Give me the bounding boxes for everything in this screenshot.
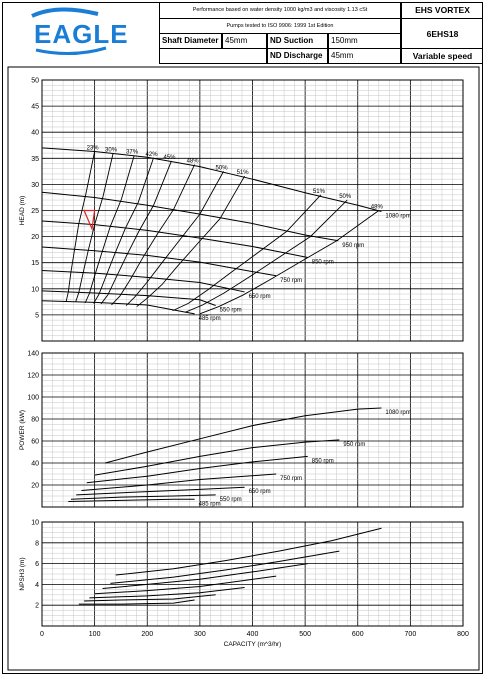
series-label: 550 rpm bbox=[219, 496, 242, 503]
y-axis-label: NPSH3 (m) bbox=[19, 557, 26, 591]
y-axis-label: POWER (kW) bbox=[19, 409, 26, 451]
efficiency-label: 51% bbox=[312, 188, 325, 195]
series-curve bbox=[87, 456, 308, 482]
series-label: 1080 rpm bbox=[385, 213, 411, 220]
y-tick-label: 4 bbox=[35, 581, 39, 589]
series-label: 750 rpm bbox=[280, 277, 303, 284]
y-tick-label: 25 bbox=[31, 208, 39, 215]
series-label: 750 rpm bbox=[280, 476, 303, 482]
y-tick-label: 2 bbox=[35, 602, 39, 610]
y-tick-label: 30 bbox=[31, 181, 39, 189]
series-label: 850 rpm bbox=[311, 259, 334, 266]
efficiency-label: 51% bbox=[236, 170, 249, 177]
y-tick-label: 45 bbox=[31, 103, 39, 111]
efficiency-contour bbox=[111, 165, 194, 305]
series-curve bbox=[95, 576, 277, 594]
y-tick-label: 5 bbox=[35, 312, 39, 320]
shaft-diameter-label: Shaft Diameter bbox=[159, 33, 222, 49]
y-tick-label: 10 bbox=[31, 519, 39, 527]
y-tick-label: 20 bbox=[31, 234, 39, 242]
series-label: 485 rpm bbox=[198, 315, 221, 322]
x-tick-label: 600 bbox=[351, 631, 364, 638]
plot-area-border bbox=[8, 67, 479, 670]
shaft-diameter-value: 45mm bbox=[222, 33, 267, 49]
efficiency-contour bbox=[94, 158, 154, 304]
x-tick-label: 500 bbox=[299, 631, 311, 638]
series-curve bbox=[42, 145, 381, 212]
series-curve bbox=[116, 528, 382, 575]
x-tick-label: 800 bbox=[457, 631, 469, 638]
series-curve bbox=[103, 564, 308, 589]
series-label: 485 rpm bbox=[198, 501, 221, 508]
y-tick-label: 40 bbox=[31, 129, 39, 137]
series-label: 650 rpm bbox=[248, 489, 271, 496]
efficiency-label: 37% bbox=[126, 149, 139, 156]
y-tick-label: 80 bbox=[31, 416, 39, 424]
series-curve bbox=[42, 301, 195, 314]
x-tick-label: 0 bbox=[40, 631, 44, 638]
efficiency-contour bbox=[126, 171, 223, 305]
efficiency-label: 30% bbox=[105, 147, 118, 154]
series-label: 550 rpm bbox=[219, 307, 242, 314]
series-curve bbox=[71, 495, 216, 499]
y-tick-label: 20 bbox=[31, 482, 39, 490]
efficiency-label: 42% bbox=[145, 151, 158, 158]
series-label: 950 rpm bbox=[343, 441, 366, 448]
series-label: 1080 rpm bbox=[385, 410, 411, 416]
efficiency-label: 50% bbox=[339, 194, 352, 201]
series-curve bbox=[42, 247, 276, 276]
efficiency-label: 48% bbox=[370, 204, 383, 211]
series-curve bbox=[68, 499, 194, 501]
x-tick-label: 100 bbox=[88, 631, 101, 638]
logo-text: EAGLE bbox=[34, 19, 129, 49]
suction-value: 150mm bbox=[328, 33, 401, 49]
y-tick-label: 35 bbox=[31, 155, 39, 163]
y-tick-label: 8 bbox=[35, 540, 39, 548]
efficiency-label: 50% bbox=[215, 165, 228, 172]
discharge-value: 45mm bbox=[328, 49, 401, 64]
efficiency-label: 23% bbox=[86, 145, 99, 152]
y-tick-label: 40 bbox=[31, 460, 39, 468]
y-tick-label: 15 bbox=[31, 260, 39, 268]
performance-note: Performance based on water density 1000 kg/m3 and viscosity 1.13 cSt bbox=[159, 2, 401, 19]
suction-label: ND Suction bbox=[267, 33, 328, 49]
x-tick-label: 300 bbox=[194, 631, 206, 638]
y-axis-label: HEAD (m) bbox=[19, 195, 26, 226]
y-tick-label: 50 bbox=[31, 77, 39, 85]
efficiency-label: 48% bbox=[186, 158, 199, 165]
y-tick-label: 140 bbox=[27, 350, 39, 358]
efficiency-label: 45% bbox=[163, 154, 176, 161]
x-tick-label: 400 bbox=[246, 631, 259, 638]
y-tick-label: 60 bbox=[31, 438, 39, 446]
x-tick-label: 200 bbox=[141, 631, 154, 638]
x-axis-label: CAPACITY (m^3/hr) bbox=[223, 641, 282, 648]
y-tick-label: 10 bbox=[31, 286, 39, 294]
series-label: 950 rpm bbox=[342, 242, 365, 249]
series-label: 650 rpm bbox=[248, 293, 271, 300]
test-note: Pumps tested to ISO 9906: 1999 1st Edition bbox=[159, 19, 401, 33]
discharge-label: ND Discharge bbox=[267, 49, 328, 64]
x-tick-label: 700 bbox=[404, 631, 417, 638]
model-code: 6EHS18 bbox=[401, 19, 483, 49]
y-tick-label: 100 bbox=[27, 394, 39, 402]
y-tick-label: 120 bbox=[27, 372, 39, 380]
product-title: EHS VORTEX bbox=[401, 2, 483, 19]
y-tick-label: 6 bbox=[35, 561, 39, 569]
series-label: 850 rpm bbox=[311, 458, 334, 465]
speed-mode: Variable speed bbox=[401, 49, 483, 64]
